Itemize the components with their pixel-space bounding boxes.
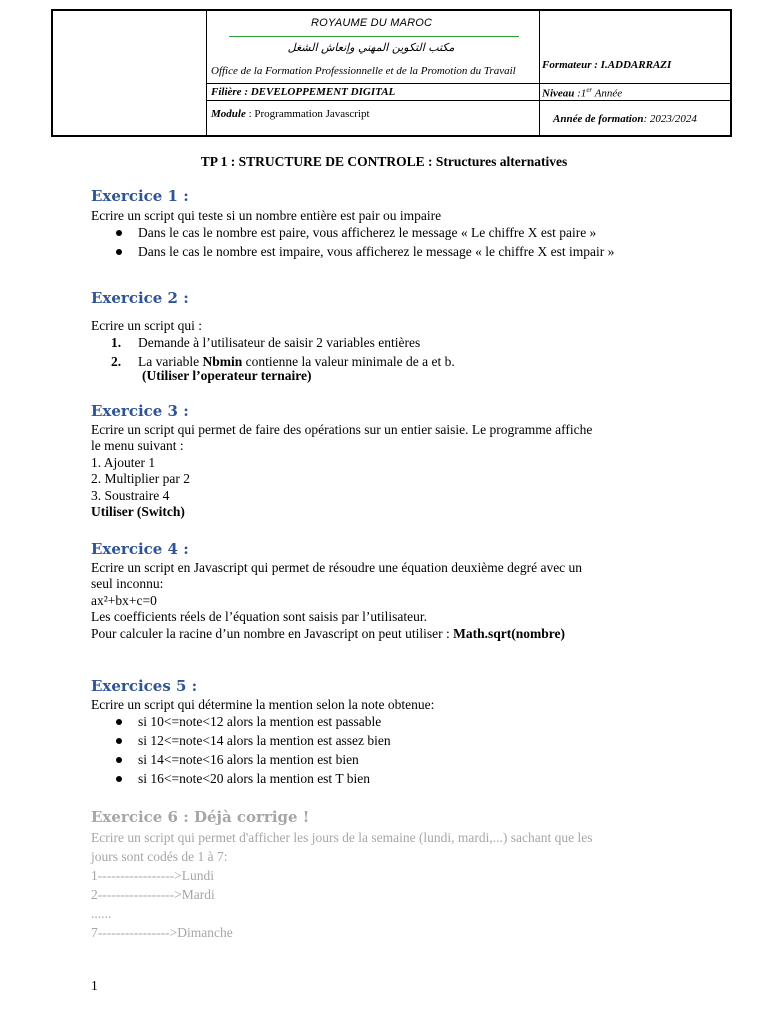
list-number: 2. <box>111 354 122 369</box>
exercise-6-line2: jours sont codés de 1 à 7: <box>91 849 228 864</box>
niveau-tail: Année <box>592 87 623 100</box>
exercise-4-equation: ax²+bx+c=0 <box>91 593 157 608</box>
list-item-text: Dans le cas le nombre est impaire, vous afficherez le message « le chiffre X est impair » <box>138 244 615 259</box>
exercise-3-menu-2: 2. Multiplier par 2 <box>91 471 190 486</box>
bullet-icon <box>116 230 122 236</box>
niveau-value: :1 <box>574 87 587 100</box>
exercise-1-list <box>91 224 677 262</box>
bullet-icon <box>116 757 122 763</box>
bullet-icon <box>116 719 122 725</box>
exercise-1-intro: Ecrire un script qui teste si un nombre entière est pair ou impaire <box>91 208 442 223</box>
list-item <box>91 751 677 768</box>
list-item <box>91 732 677 749</box>
filiere-label: Filière <box>211 86 242 98</box>
exercise-5-list <box>91 713 677 789</box>
exercise-6-line4: 2----------------->Mardi <box>91 887 215 902</box>
exercise-4-line3: Les coefficients réels de l’équation sont saisis par l’utilisateur. <box>91 609 428 624</box>
header-row-divider <box>206 83 730 84</box>
list-item-text: si 12<=note<14 alors la mention est assez bien <box>138 733 391 748</box>
exercise-5-title: Exercices 5 : <box>91 677 198 695</box>
exercise-4-line4-text: Pour calculer la racine d’un nombre en Javascript on peut utiliser : <box>91 626 454 641</box>
list-number: 1. <box>111 335 122 350</box>
niveau-sup: er <box>586 86 593 94</box>
module-value: : Programmation Javascript <box>245 108 370 120</box>
list-item-text-pre: La variable <box>138 354 203 369</box>
exercise-4-title: Exercice 4 : <box>91 540 189 558</box>
royaume-text: ROYAUME DU MAROC <box>311 17 433 29</box>
exercise-1-title: Exercice 1 : <box>91 187 189 205</box>
list-item <box>91 334 677 351</box>
exercise-5-intro: Ecrire un script qui détermine la mention selon la note obtenue: <box>91 697 435 712</box>
list-item <box>91 224 677 241</box>
list-item-text: Demande à l’utilisateur de saisir 2 variables entières <box>138 335 421 350</box>
list-item <box>91 770 677 787</box>
list-item-text-post: contienne la valeur minimale de a et b. <box>242 354 455 369</box>
niveau-text <box>542 86 622 100</box>
header-table <box>51 9 732 137</box>
math-sqrt-keyword: Math.sqrt(nombre) <box>453 626 566 641</box>
exercise-2-intro: Ecrire un script qui : <box>91 318 202 333</box>
tp-title: TP 1 : STRUCTURE DE CONTROLE : Structures alternatives <box>200 154 568 169</box>
green-rule <box>229 36 519 37</box>
list-item <box>91 713 677 730</box>
exercise-3-line1: Ecrire un script qui permet de faire des opérations sur un entier saisie. Le programme affiche <box>91 422 593 437</box>
exercise-6-title: Exercice 6 : Déjà corrige ! <box>91 808 310 826</box>
exercise-6-line1: Ecrire un script qui permet d'afficher les jours de la semaine (lundi, mardi,...) sachant que les <box>91 830 593 845</box>
list-item-text: si 16<=note<20 alors la mention est T bien <box>138 771 370 786</box>
bullet-icon <box>116 249 122 255</box>
annee-label: Année de formation <box>553 113 644 125</box>
exercise-4-line4 <box>91 625 565 642</box>
annee-value: : 2023/2024 <box>643 113 697 125</box>
exercise-4-line2: seul inconnu: <box>91 576 164 591</box>
office-text: Office de la Formation Professionnelle et de la Promotion du Travail <box>211 65 516 77</box>
header-divider-right <box>539 11 540 135</box>
arabic-logo-text: مكتب التكوين المهني وإنعاش الشغل <box>287 41 455 54</box>
exercise-3-line2: le menu suivant : <box>91 438 184 453</box>
exercise-4-line1: Ecrire un script en Javascript qui permet de résoudre une équation deuxième degré avec un <box>91 560 583 575</box>
module-text <box>211 108 370 120</box>
exercise-3-menu-1: 1. Ajouter 1 <box>91 455 156 470</box>
formateur-text: Formateur : I.ADDARRAZI <box>542 59 672 71</box>
exercise-6-line5: ...... <box>91 906 112 921</box>
exercise-2-note: (Utiliser l’operateur ternaire) <box>142 368 312 383</box>
exercise-6-line6: 7---------------->Dimanche <box>91 925 233 940</box>
list-item-text: Dans le cas le nombre est paire, vous afficherez le message « Le chiffre X est paire » <box>138 225 597 240</box>
exercise-3-menu-3: 3. Soustraire 4 <box>91 488 170 503</box>
page-number: 1 <box>91 978 98 993</box>
exercise-3-title: Exercice 3 : <box>91 402 189 420</box>
nbmin-keyword: Nbmin <box>202 354 243 369</box>
filiere-value: : DEVELOPPEMENT DIGITAL <box>241 86 396 98</box>
filiere-text <box>211 86 395 98</box>
exercise-3-note: Utiliser (Switch) <box>91 504 185 519</box>
niveau-label: Niveau <box>542 87 575 100</box>
exercise-6-line3: 1----------------->Lundi <box>91 868 215 883</box>
list-item-text: si 14<=note<16 alors la mention est bien <box>138 752 359 767</box>
header-row-divider <box>206 100 730 101</box>
annee-text <box>553 113 697 125</box>
exercise-2-title: Exercice 2 : <box>91 289 189 307</box>
bullet-icon <box>116 738 122 744</box>
list-item-text: si 10<=note<12 alors la mention est passable <box>138 714 382 729</box>
module-label: Module <box>211 108 246 120</box>
bullet-icon <box>116 776 122 782</box>
list-item <box>91 243 677 260</box>
header-divider-left <box>206 11 207 135</box>
